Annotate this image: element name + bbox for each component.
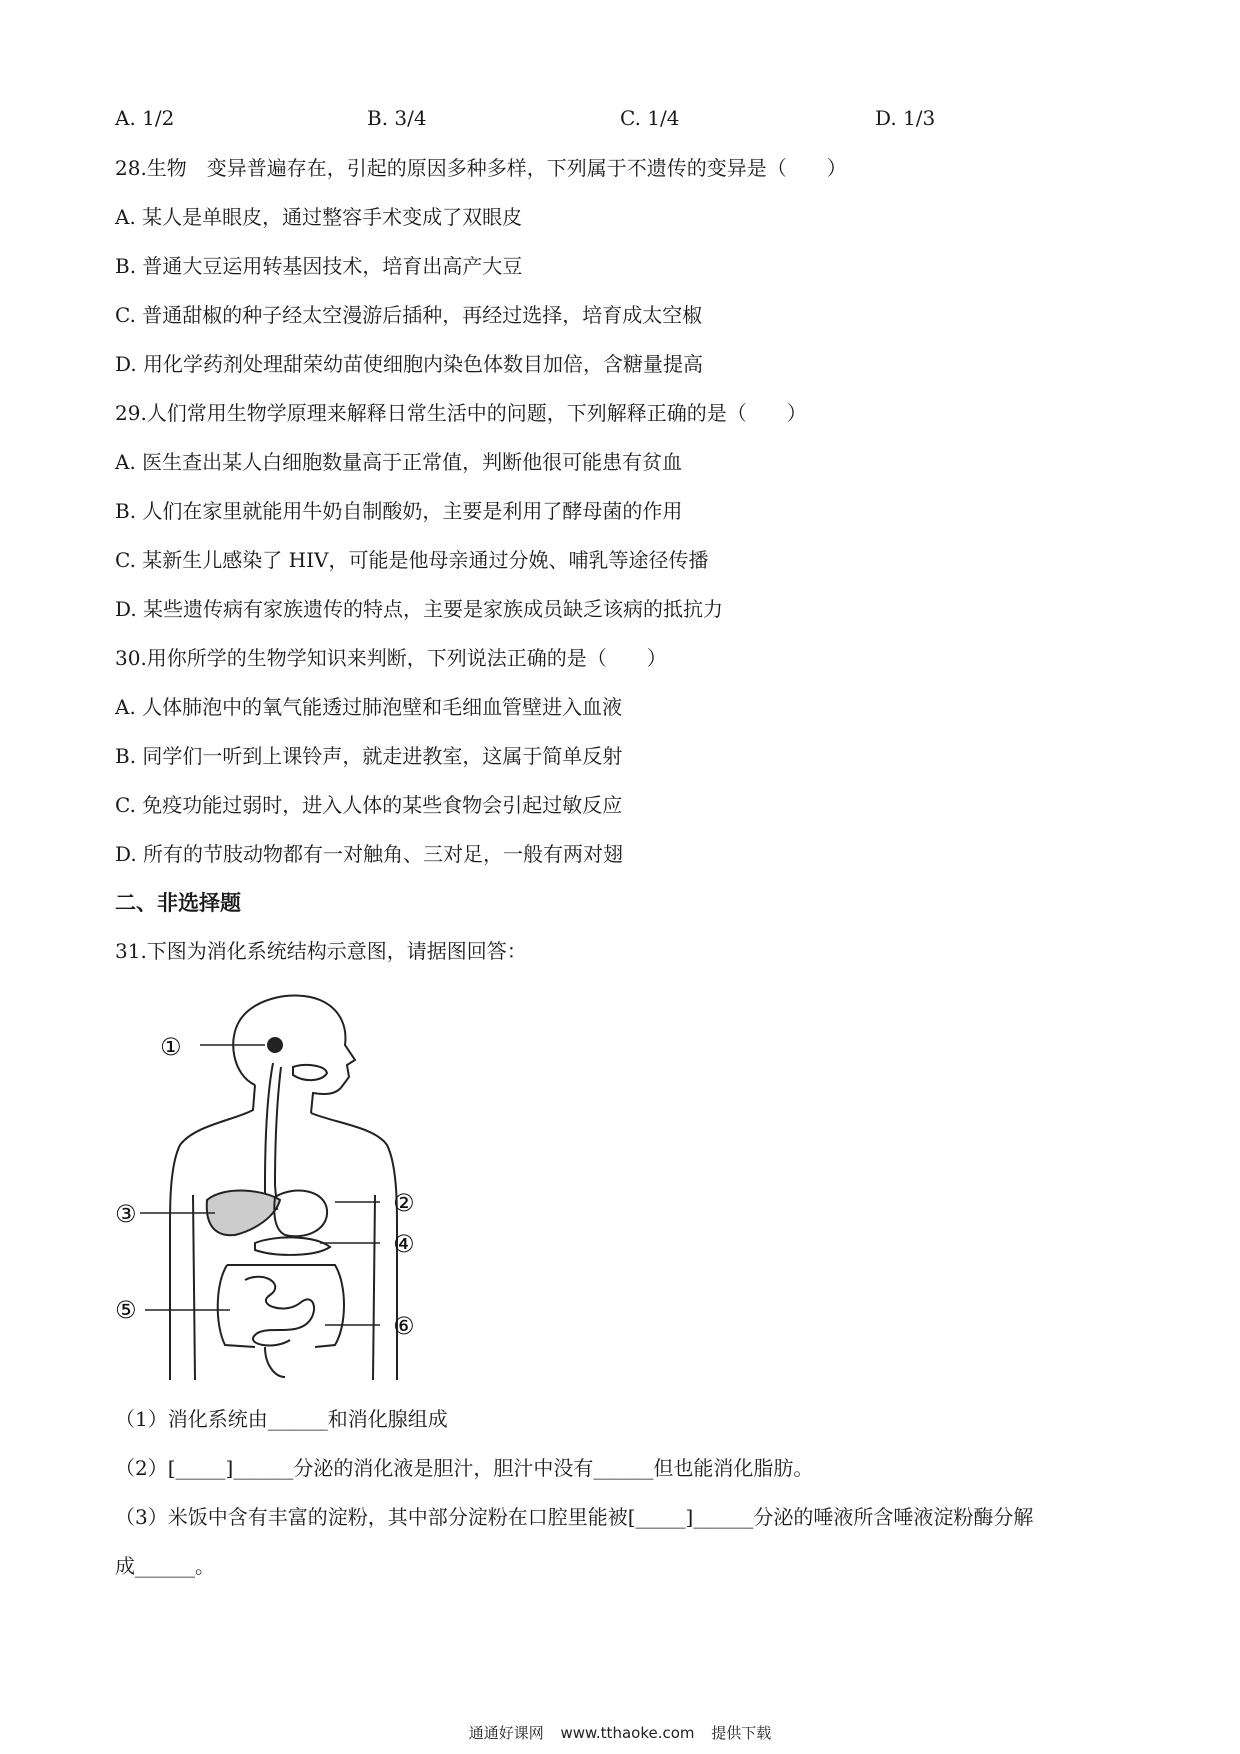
- label-2: ②: [393, 1189, 415, 1217]
- rectum: [265, 1347, 285, 1377]
- stomach: [274, 1191, 327, 1237]
- q30-option-a: A. 人体肺泡中的氧气能透过肺泡壁和毛细血管壁进入血液: [115, 695, 623, 719]
- label-6: ⑥: [393, 1312, 415, 1340]
- q27-option-d: D. 1/3: [875, 106, 936, 130]
- mouth: [293, 1065, 327, 1080]
- body-outline-right: [311, 1113, 397, 1380]
- q30-option-b: B. 同学们一听到上课铃声，就走进教室，这属于简单反射: [115, 744, 623, 768]
- esophagus: [265, 1063, 281, 1210]
- q30-option-d: D. 所有的节肢动物都有一对触角、三对足，一般有两对翅: [115, 842, 624, 866]
- q29-option-a: A. 医生查出某人白细胞数量高于正常值，判断他很可能患有贫血: [115, 450, 683, 474]
- q29-option-c: C. 某新生儿感染了 HIV，可能是他母亲通过分娩、哺乳等途径传播: [115, 548, 709, 572]
- footer-url[interactable]: www.tthaoke.com: [560, 1724, 695, 1742]
- q28-option-a: A. 某人是单眼皮，通过整容手术变成了双眼皮: [115, 205, 523, 229]
- q28-option-d: D. 用化学药剂处理甜荣幼苗使细胞内染色体数目加倍，含糖量提高: [115, 352, 704, 376]
- q30-stem: 30.用你所学的生物学知识来判断，下列说法正确的是（ ）: [115, 646, 667, 670]
- q31-sub1: （1）消化系统由______和消化腺组成: [115, 1407, 448, 1431]
- q27-option-b: B. 3/4: [367, 106, 427, 130]
- footer-tail: 提供下载: [711, 1724, 772, 1742]
- oral-gland: [267, 1037, 283, 1053]
- pancreas: [255, 1237, 330, 1255]
- section-title: 二、非选择题: [115, 891, 241, 915]
- q30-option-c: C. 免疫功能过弱时，进入人体的某些食物会引起过敏反应: [115, 793, 623, 817]
- footer-brand: 通通好课网: [468, 1724, 544, 1742]
- q31-sub3-line1: （3）米饭中含有丰富的淀粉，其中部分淀粉在口腔里能被[_____]______分泌的唾液所含唾液淀粉酶分解: [115, 1505, 1034, 1529]
- small-intestine: [245, 1277, 314, 1346]
- q27-option-a: A. 1/2: [115, 106, 175, 130]
- page-footer: [0, 1722, 1240, 1743]
- liver: [207, 1191, 280, 1236]
- q29-option-b: B. 人们在家里就能用牛奶自制酸奶，主要是利用了酵母菌的作用: [115, 499, 683, 523]
- digestive-system-figure: [115, 985, 490, 1380]
- large-intestine: [218, 1265, 344, 1347]
- q31-sub2: （2）[_____]______分泌的消化液是胆汁，胆汁中没有______但也能消化脂肪。: [115, 1456, 814, 1480]
- arm-line-right: [373, 1195, 375, 1380]
- q31-sub3-line2: 成______。: [115, 1554, 215, 1578]
- label-1: ①: [160, 1033, 182, 1061]
- q28-stem: 28.生物 变异普遍存在，引起的原因多种多样，下列属于不遗传的变异是（ ）: [115, 156, 847, 180]
- q31-stem: 31.下图为消化系统结构示意图，请据图回答：: [115, 939, 527, 963]
- q27-options: [115, 106, 1125, 134]
- label-4: ④: [393, 1230, 415, 1258]
- arm-line-left: [193, 1195, 195, 1380]
- q27-option-c: C. 1/4: [620, 106, 680, 130]
- label-5: ⑤: [115, 1296, 137, 1324]
- q28-option-c: C. 普通甜椒的种子经太空漫游后插种，再经过选择，培育成太空椒: [115, 303, 703, 327]
- head-outline: [233, 996, 355, 1113]
- q29-option-d: D. 某些遗传病有家族遗传的特点，主要是家族成员缺乏该病的抵抗力: [115, 597, 724, 621]
- label-3: ③: [115, 1200, 137, 1228]
- q29-stem: 29.人们常用生物学原理来解释日常生活中的问题，下列解释正确的是（ ）: [115, 401, 807, 425]
- q28-option-b: B. 普通大豆运用转基因技术，培育出高产大豆: [115, 254, 523, 278]
